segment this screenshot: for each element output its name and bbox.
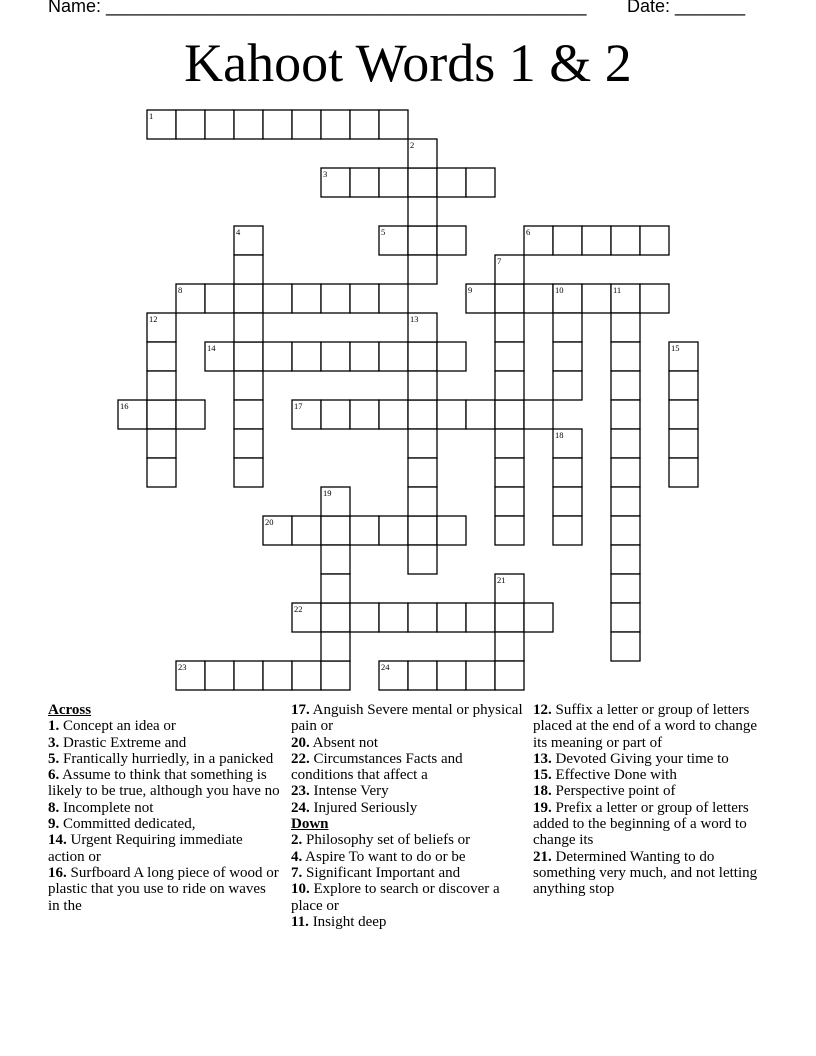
clue-down-11: 11. Insight deep [291, 913, 387, 930]
grid-cell[interactable] [321, 661, 350, 690]
clue-down-10: 10. Explore to search or discover a place or [291, 881, 500, 914]
grid-cell[interactable] [553, 313, 582, 342]
grid-cell[interactable] [408, 661, 437, 690]
grid-cell[interactable] [176, 110, 205, 139]
grid-cell[interactable] [263, 661, 292, 690]
grid-cell[interactable] [611, 603, 640, 632]
grid-cell[interactable] [611, 574, 640, 603]
grid-cell[interactable] [408, 429, 437, 458]
grid-cell[interactable] [466, 400, 495, 429]
grid-cell[interactable] [292, 661, 321, 690]
grid-cell[interactable] [553, 371, 582, 400]
grid-cell[interactable] [321, 603, 350, 632]
grid-cell[interactable] [611, 371, 640, 400]
grid-cell[interactable] [350, 603, 379, 632]
grid-cell[interactable] [234, 371, 263, 400]
grid-cell[interactable] [495, 487, 524, 516]
grid-cell[interactable] [495, 458, 524, 487]
grid-cell[interactable] [408, 371, 437, 400]
grid-cell[interactable] [350, 284, 379, 313]
grid-cell[interactable] [234, 342, 263, 371]
cell-number: 11 [613, 285, 622, 295]
grid-cell[interactable] [437, 661, 466, 690]
clue-down-21: 21. Determined Wanting to do something very much, and not letting anything stop [533, 848, 758, 898]
grid-cell[interactable] [611, 487, 640, 516]
down-heading: Down [291, 816, 329, 833]
grid-cell[interactable] [321, 545, 350, 574]
grid-cell[interactable] [669, 429, 698, 458]
clue-across-3: 3. Drastic Extreme and [48, 734, 187, 751]
grid-cell[interactable] [263, 284, 292, 313]
grid-cell[interactable] [611, 400, 640, 429]
grid-cell[interactable] [553, 458, 582, 487]
grid-cell[interactable] [379, 284, 408, 313]
across-heading: Across [48, 702, 92, 718]
grid-cell[interactable] [321, 516, 350, 545]
grid-cell[interactable] [292, 516, 321, 545]
grid-cell[interactable] [205, 110, 234, 139]
grid-cell[interactable] [321, 284, 350, 313]
cell-number: 18 [555, 430, 564, 440]
grid-cell[interactable] [408, 342, 437, 371]
cell-number: 22 [294, 604, 303, 614]
clue-down-12: 12. Suffix a letter or group of letters placed at the end of a word to change its meaning or part of [533, 702, 758, 751]
cell-number: 4 [236, 227, 241, 237]
grid-cell[interactable] [147, 400, 176, 429]
grid-cell[interactable] [437, 226, 466, 255]
clue-column-2 [291, 702, 523, 930]
grid-cell[interactable] [379, 603, 408, 632]
grid-cell[interactable] [147, 458, 176, 487]
grid-cell[interactable] [292, 284, 321, 313]
clue-across-23: 23. Intense Very [291, 783, 389, 800]
grid-cell[interactable] [408, 458, 437, 487]
grid-cell[interactable] [147, 429, 176, 458]
cell-number: 16 [120, 401, 129, 411]
grid-cell[interactable] [495, 371, 524, 400]
cell-number: 10 [555, 285, 564, 295]
clue-column-1 [48, 702, 280, 914]
grid-cell[interactable] [379, 168, 408, 197]
grid-cell[interactable] [495, 284, 524, 313]
grid-cell[interactable] [379, 342, 408, 371]
grid-cell[interactable] [408, 516, 437, 545]
grid-cell[interactable] [640, 284, 669, 313]
page-title: Kahoot Words 1 & 2 [184, 33, 632, 93]
grid-cell[interactable] [350, 400, 379, 429]
grid-cell[interactable] [408, 226, 437, 255]
grid-cell[interactable] [611, 313, 640, 342]
grid-cell[interactable] [350, 110, 379, 139]
grid-cell[interactable] [437, 603, 466, 632]
grid-cell[interactable] [466, 168, 495, 197]
grid-cell[interactable] [350, 342, 379, 371]
clue-across-14: 14. Urgent Requiring immediate action or [48, 832, 243, 865]
cell-number: 5 [381, 227, 386, 237]
grid-cell[interactable] [611, 516, 640, 545]
grid-cell[interactable] [292, 110, 321, 139]
grid-cell[interactable] [437, 400, 466, 429]
cell-number: 3 [323, 169, 328, 179]
grid-cell[interactable] [495, 661, 524, 690]
grid-cell[interactable] [408, 400, 437, 429]
grid-cell[interactable] [437, 168, 466, 197]
grid-cell[interactable] [553, 516, 582, 545]
grid-cell[interactable] [408, 545, 437, 574]
clue-across-5: 5. Frantically hurriedly, in a panicked [48, 750, 274, 767]
grid-cell[interactable] [495, 313, 524, 342]
clue-across-16: 16. Surfboard A long piece of wood or plastic that you use to ride on waves in the [48, 864, 279, 914]
clue-across-8: 8. Incomplete not [48, 799, 154, 816]
cell-number: 13 [410, 314, 419, 324]
grid-cell[interactable] [669, 458, 698, 487]
grid-cell[interactable] [234, 313, 263, 342]
clue-across-24: 24. Injured Seriously [291, 799, 418, 816]
grid-cell[interactable] [147, 371, 176, 400]
cell-number: 8 [178, 285, 183, 295]
clue-down-19: 19. Prefix a letter or group of letters added to the beginning of a word to change its [533, 799, 749, 849]
grid-cell[interactable] [611, 545, 640, 574]
clue-column-3 [533, 702, 765, 898]
grid-cell[interactable] [408, 603, 437, 632]
clue-across-9: 9. Committed dedicated, [48, 816, 196, 833]
grid-cell[interactable] [234, 458, 263, 487]
grid-cell[interactable] [495, 429, 524, 458]
cell-number: 12 [149, 314, 158, 324]
cell-number: 6 [526, 227, 531, 237]
clue-down-13: 13. Devoted Giving your time to [533, 750, 729, 767]
grid-cell[interactable] [321, 110, 350, 139]
grid-cell[interactable] [234, 110, 263, 139]
cell-number: 15 [671, 343, 680, 353]
grid-cell[interactable] [263, 342, 292, 371]
clue-down-4: 4. Aspire To want to do or be [291, 848, 466, 865]
cell-number: 9 [468, 285, 473, 295]
grid-cell[interactable] [408, 168, 437, 197]
grid-cell[interactable] [205, 284, 234, 313]
cell-number: 7 [497, 256, 502, 266]
grid-cell[interactable] [524, 284, 553, 313]
cell-number: 17 [294, 401, 303, 411]
grid-cell[interactable] [553, 487, 582, 516]
grid-cell[interactable] [611, 226, 640, 255]
grid-cell[interactable] [611, 458, 640, 487]
grid-cell[interactable] [408, 487, 437, 516]
grid-cell[interactable] [582, 284, 611, 313]
grid-cell[interactable] [408, 255, 437, 284]
grid-cell[interactable] [437, 342, 466, 371]
grid-cell[interactable] [234, 400, 263, 429]
grid-cell[interactable] [234, 255, 263, 284]
grid-cell[interactable] [669, 400, 698, 429]
grid-cell[interactable] [379, 516, 408, 545]
grid-cell[interactable] [263, 110, 292, 139]
grid-cell[interactable] [640, 226, 669, 255]
clue-across-1: 1. Concept an idea or [48, 718, 176, 735]
grid-cell[interactable] [379, 110, 408, 139]
grid-cell[interactable] [321, 400, 350, 429]
grid-cell[interactable] [495, 342, 524, 371]
cell-number: 2 [410, 140, 415, 150]
grid-cell[interactable] [495, 603, 524, 632]
clue-across-20: 20. Absent not [291, 734, 379, 751]
grid-cell[interactable] [292, 342, 321, 371]
cell-number: 19 [323, 488, 332, 498]
grid-cell[interactable] [495, 516, 524, 545]
grid-cell[interactable] [234, 284, 263, 313]
grid-cell[interactable] [495, 632, 524, 661]
grid-cell[interactable] [524, 603, 553, 632]
cell-number: 24 [381, 662, 390, 672]
grid-cell[interactable] [408, 197, 437, 226]
grid-cell[interactable] [466, 661, 495, 690]
cell-number: 23 [178, 662, 187, 672]
grid-cell[interactable] [234, 661, 263, 690]
name-field-label[interactable]: Name: ________________________________________________ [48, 0, 587, 16]
clue-down-15: 15. Effective Done with [533, 767, 677, 784]
grid-cell[interactable] [495, 400, 524, 429]
cell-number: 21 [497, 575, 506, 585]
grid-cell[interactable] [176, 400, 205, 429]
grid-cell[interactable] [205, 661, 234, 690]
grid-cell[interactable] [379, 400, 408, 429]
grid-cell[interactable] [321, 342, 350, 371]
grid-cell[interactable] [524, 400, 553, 429]
grid-cell[interactable] [350, 168, 379, 197]
grid-cell[interactable] [234, 429, 263, 458]
grid-cell[interactable] [350, 516, 379, 545]
grid-cell[interactable] [669, 371, 698, 400]
grid-cell[interactable] [321, 574, 350, 603]
grid-cell[interactable] [611, 342, 640, 371]
clue-across-6: 6. Assume to think that something is likely to be true, although you have no [48, 767, 280, 800]
clue-down-7: 7. Significant Important and [291, 864, 461, 881]
grid-cell[interactable] [437, 516, 466, 545]
clue-across-22: 22. Circumstances Facts and conditions that affect a [291, 750, 463, 784]
grid-cell[interactable] [553, 226, 582, 255]
grid-cell[interactable] [582, 226, 611, 255]
grid-cell[interactable] [553, 342, 582, 371]
clue-down-2: 2. Philosophy set of beliefs or [291, 832, 471, 849]
grid-cell[interactable] [611, 429, 640, 458]
cell-number: 1 [149, 111, 154, 121]
grid-cell[interactable] [321, 632, 350, 661]
grid-cell[interactable] [147, 342, 176, 371]
clue-across-17: 17. Anguish Severe mental or physical pain or [291, 702, 523, 735]
date-field-label[interactable]: Date: _______ [627, 0, 746, 16]
grid-cell[interactable] [611, 632, 640, 661]
clue-down-18: 18. Perspective point of [533, 783, 676, 800]
cell-number: 20 [265, 517, 274, 527]
cell-number: 14 [207, 343, 216, 353]
grid-cell[interactable] [466, 603, 495, 632]
